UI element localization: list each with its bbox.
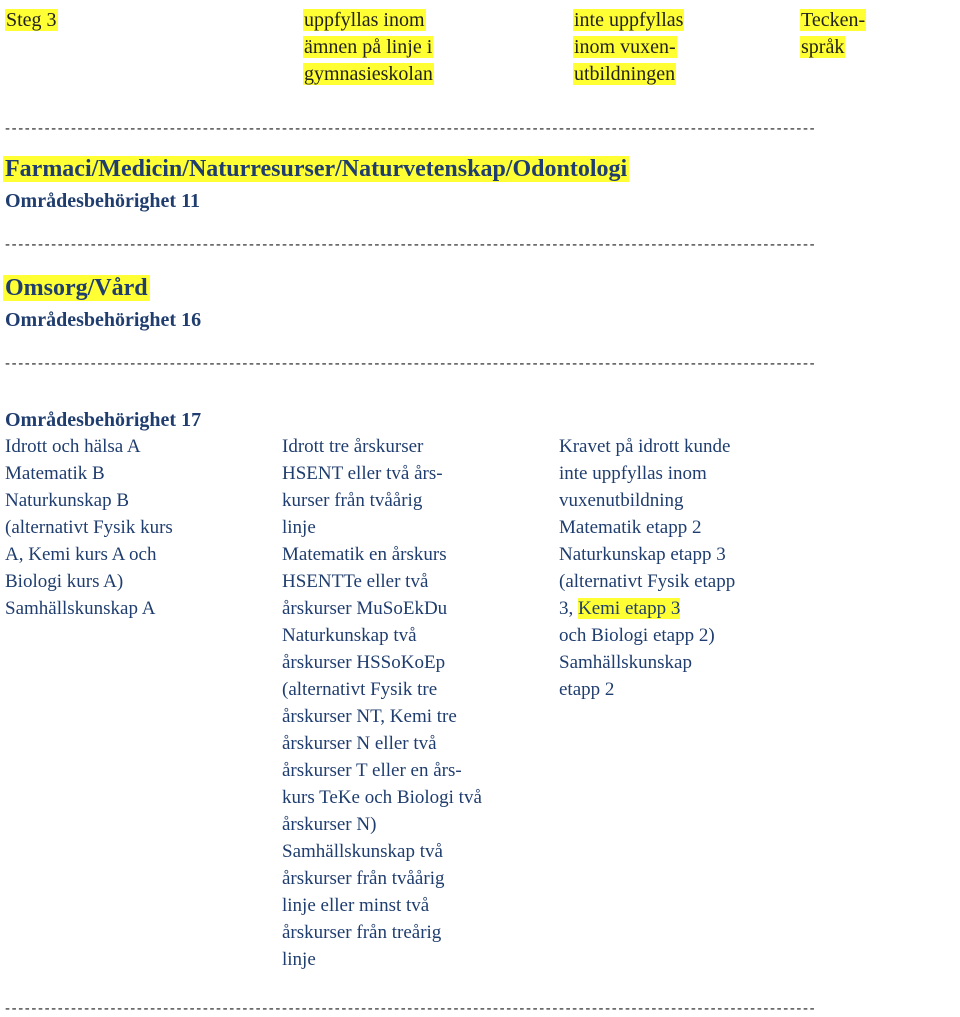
requirement-line: A, Kemi kurs A och bbox=[5, 544, 157, 565]
header-col2 bbox=[303, 7, 434, 88]
requirement-line: Samhällskunskap två bbox=[282, 841, 443, 862]
requirement-line: årskurser från tvåårig bbox=[282, 868, 445, 889]
divider: --------------------------------------------------------------------------------------------------------------------------- bbox=[5, 237, 817, 253]
requirement-line: vuxenutbildning bbox=[559, 490, 684, 511]
requirement-line: Naturkunskap B bbox=[5, 490, 130, 511]
requirement-line: Idrott tre årskurser bbox=[282, 436, 424, 457]
requirement-line: Naturkunskap två bbox=[282, 625, 417, 646]
header-col4 bbox=[800, 7, 866, 61]
requirement-line: linje bbox=[282, 517, 316, 538]
header-col3-line: utbildningen bbox=[574, 63, 676, 85]
header-col3-line: inom vuxen- bbox=[574, 36, 676, 58]
requirement-line: och Biologi etapp 2) bbox=[559, 625, 715, 646]
requirement-line: kurser från tvåårig bbox=[282, 490, 423, 511]
requirement-line: årskurser HSSoKoEp bbox=[282, 652, 446, 673]
header-col3 bbox=[573, 7, 684, 88]
requirement-line: Biologi kurs A) bbox=[5, 571, 124, 592]
requirements-column-2 bbox=[282, 433, 482, 973]
omradesbehorighet-label: Områdesbehörighet 17 bbox=[5, 409, 202, 431]
header-col4-line: Tecken- bbox=[801, 9, 866, 31]
requirement-line: HSENT eller två års- bbox=[282, 463, 443, 484]
requirement-line: (alternativt Fysik kurs bbox=[5, 517, 173, 538]
requirement-line: linje eller minst två bbox=[282, 895, 430, 916]
requirement-line: Matematik en årskurs bbox=[282, 544, 447, 565]
requirement-line: årskurser från treårig bbox=[282, 922, 442, 943]
requirement-line: inte uppfyllas inom bbox=[559, 463, 707, 484]
requirement-line: Samhällskunskap A bbox=[5, 598, 156, 619]
requirement-line: årskurser N) bbox=[282, 814, 377, 835]
divider: --------------------------------------------------------------------------------------------------------------------------- bbox=[5, 1001, 817, 1017]
requirement-line: Matematik B bbox=[5, 463, 105, 484]
requirement-line: årskurser MuSoEkDu bbox=[282, 598, 448, 619]
requirement-line: etapp 2 bbox=[559, 679, 615, 700]
header-col4-line: språk bbox=[801, 36, 845, 58]
divider: --------------------------------------------------------------------------------------------------------------------------- bbox=[5, 356, 817, 372]
highlighted-requirement: Kemi etapp 3 bbox=[578, 598, 681, 619]
header-col2-line: uppfyllas inom bbox=[304, 9, 425, 31]
requirement-line: Samhällskunskap bbox=[559, 652, 692, 673]
omradesbehorighet-label: Områdesbehörighet 16 bbox=[5, 309, 202, 331]
omradesbehorighet-label: Områdesbehörighet 11 bbox=[5, 190, 200, 212]
requirement-line: linje bbox=[282, 949, 316, 970]
program-title bbox=[3, 273, 150, 303]
requirements-column-3 bbox=[559, 433, 735, 703]
header-col2-line: ämnen på linje i bbox=[304, 36, 433, 58]
requirement-line: årskurser T eller en års- bbox=[282, 760, 462, 781]
requirements-column-1 bbox=[5, 433, 173, 622]
requirement-line: HSENTTe eller två bbox=[282, 571, 429, 592]
divider: --------------------------------------------------------------------------------------------------------------------------- bbox=[5, 121, 817, 137]
header-col2-line: gymnasieskolan bbox=[304, 63, 433, 85]
requirement-line: årskurser N eller två bbox=[282, 733, 437, 754]
header-step bbox=[5, 7, 58, 34]
requirement-line: Naturkunskap etapp 3 bbox=[559, 544, 726, 565]
header-step-label: Steg 3 bbox=[6, 9, 57, 31]
program-title bbox=[3, 154, 629, 184]
requirement-line-with-highlight bbox=[559, 595, 735, 622]
program-title-text: Omsorg/Vård bbox=[5, 275, 148, 301]
requirement-line: kurs TeKe och Biologi två bbox=[282, 787, 482, 808]
program-title-text: Farmaci/Medicin/Naturresurser/Naturvetenskap/Odontologi bbox=[5, 156, 628, 182]
header-col3-line: inte uppfyllas bbox=[574, 9, 684, 31]
requirement-line: Kravet på idrott kunde bbox=[559, 436, 731, 457]
requirement-line: (alternativt Fysik tre bbox=[282, 679, 438, 700]
requirement-line: Matematik etapp 2 bbox=[559, 517, 702, 538]
requirement-line: (alternativt Fysik etapp bbox=[559, 571, 736, 592]
requirement-line-prefix: 3, bbox=[559, 598, 578, 619]
requirement-line: Idrott och hälsa A bbox=[5, 436, 141, 457]
requirement-line: årskurser NT, Kemi tre bbox=[282, 706, 457, 727]
